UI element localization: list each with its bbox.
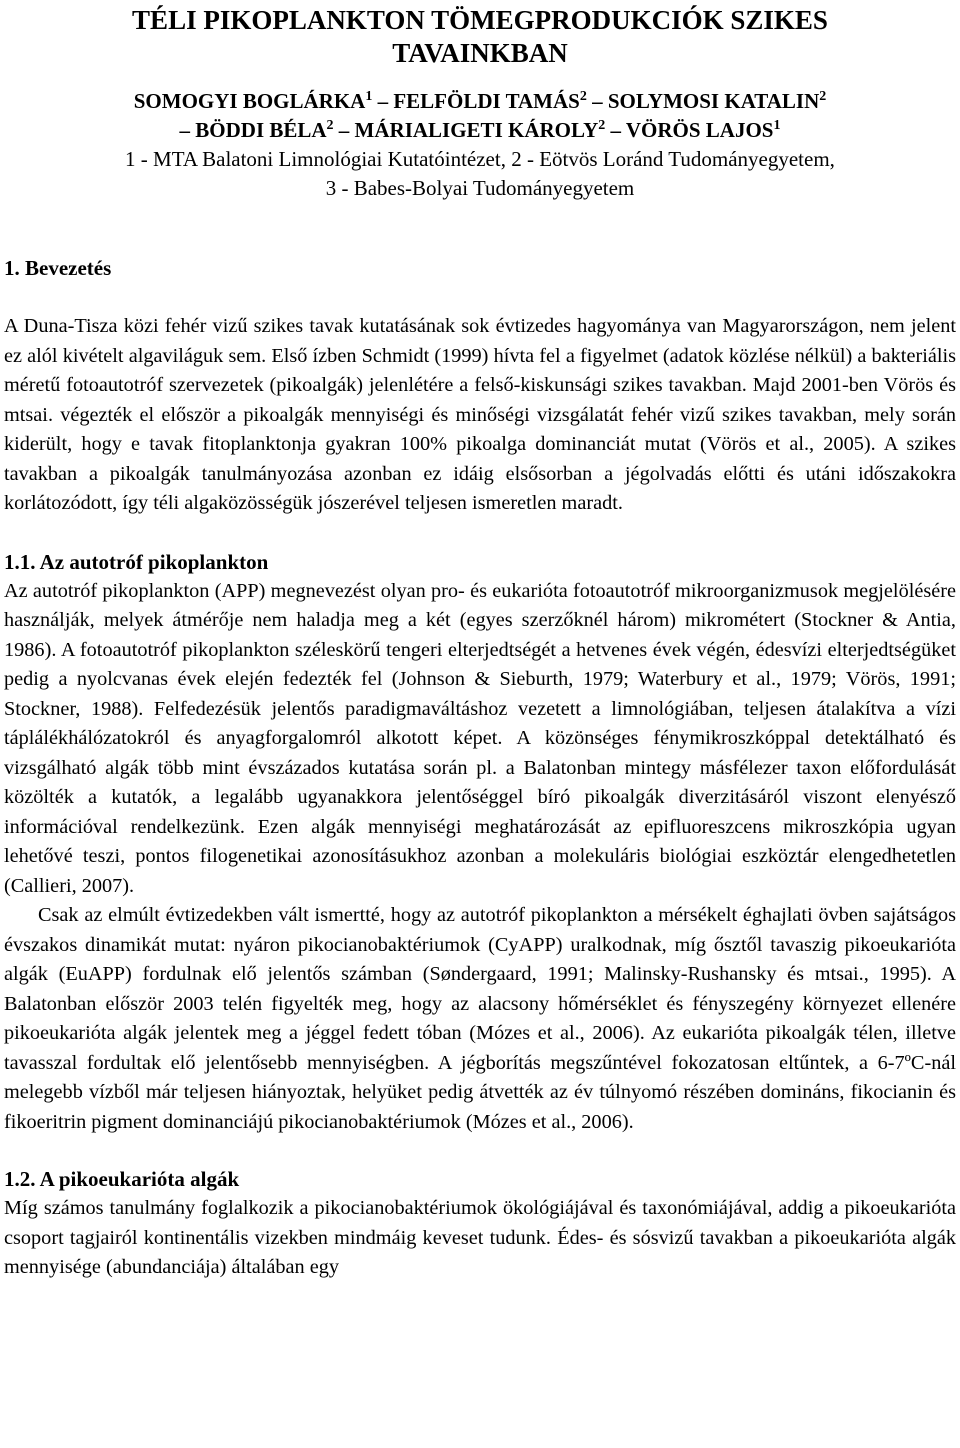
author-affiliation-mark: 2 [579,89,587,104]
author-name: – BÖDDI BÉLA [179,118,327,142]
author-name: – MÁRIALIGETI KÁROLY [333,118,599,142]
paper-title [4,0,956,70]
picoeukaryotic-algae-paragraph: Míg számos tanulmány foglalkozik a pikocianobaktériumok ökológiájával és taxonómiájával, addig a pikoeukarióta csoport tagjairól kontinentális vizekben mindmáig keveset tudunk. Édes- és sósvizű tavakban a pikoeukarióta algák mennyisége (abundanciája) általában egy [4,1197,956,1278]
author-name: – VÖRÖS LAJOS [605,118,774,142]
author-affiliation-mark: 2 [326,118,334,133]
introduction-paragraph: A Duna-Tisza közi fehér vizű szikes tavak kutatásának sok évtizedes hagyománya van Magyarországon, nem jelent ez alól kivételt algaviláguk sem. Első ízben Schmidt (1999) hívta fel a figyelmet (adatok közlése nélkül) a bakteriális méretű fotoautotróf szervezetek (pikoalgák) jelenlétére a felső-kiskunsági szikes tavakban. Majd 2001-ben Vörös és mtsai. végezték el először a pikoalgák mennyiségi és minőségi vizsgálatát fehér vizű szikes tavakban, mely során kiderült, hogy e tavak fitoplanktonja gyakran 100% pikoalga dominanciát mutat (Vörös et al., 2005). A szikes tavakban a pikoalgák tanulmányozása azonban ez idáig elsősorban a jégolvadás előtti és utáni időszakokra korlátozódott, így téli algaközösségük jószerével teljesen ismeretlen maradt. [4,315,956,514]
affiliation-line-1: 1 - MTA Balatoni Limnológiai Kutatóintézet, 2 - Eötvös Loránd Tudományegyetem, [125,147,835,171]
title-line-2: TAVAINKBAN [392,38,568,68]
author-name: SOMOGYI BOGLÁRKA [133,89,366,113]
author-affiliation-mark: 2 [819,89,827,104]
section-heading-autotrophic-picoplankton: 1.1. Az autotróf pikoplankton [4,549,269,574]
affiliations [4,145,956,203]
author-affiliation-mark: 2 [598,118,606,133]
autotrophic-picoplankton-paragraph-2: Csak az elmúlt évtizedekben vált ismertté, hogy az autotróf pikoplankton a mérsékelt éghajlati övben sajátságos évszakos dinamikát mutat: nyáron pikocianobaktériumok (CyAPP) uralkodnak, míg ősztől tavaszig pikoeukarióta algák (EuAPP) fordulnak elő jelentős számban (Søndergaard, 1991; Malinsky-Rushansky és mtsai., 1995). A Balatonban először 2003 telén figyelték meg, hogy az alacsony hőmérséklet és fényszegény környezet ellenére pikoeukarióta algák jelentek meg a jéggel fedett tóban (Mózes et al., 2006). Az eukarióta pikoalgák télen, illetve tavasszal fordultak elő jelentősebb mennyiségben. A jégborítás megszűntével fokozatosan eltűntek, a 6-7ºC-nál melegebb vízből már teljesen hiányoztak, helyüket pedig átvették az év túlnyomó részében domináns, fikocianin és fikoeritrin pigment dominanciájú pikocianobaktériumok (Mózes et al., 2006). [4,904,956,1133]
author-affiliation-mark: 1 [365,89,373,104]
title-line-1: TÉLI PIKOPLANKTON TÖMEGPRODUKCIÓK SZIKES [132,5,828,35]
document-page [4,0,956,1283]
author-name: – SOLYMOSI KATALIN [586,89,820,113]
section-heading-introduction: 1. Bevezetés [4,256,112,280]
author-affiliation-mark: 1 [773,118,781,133]
author-list [4,87,956,145]
affiliation-line-2: 3 - Babes-Bolyai Tudományegyetem [325,176,635,200]
author-name: – FELFÖLDI TAMÁS [372,89,580,113]
section-heading-picoeukaryotic-algae: 1.2. A pikoeukarióta algák [4,1167,240,1191]
autotrophic-picoplankton-paragraph-1: Az autotróf pikoplankton (APP) megnevezést olyan pro- és eukarióta fotoautotróf mikroorganizmusok megjelölésére használják, melyek átmérője nem haladja meg a két (egyes szerzőknél három) mikrométert (Stockner & Antia, 1986). A fotoautotróf pikoplankton széleskörű tengeri elterjedtségét a hetvenes évek végén, édesvízi elterjedtségüket pedig a nyolcvanas évek elején fedezték fel (Johnson & Sieburth, 1979; Waterbury et al., 1979; Vörös, 1991; Stockner, 1988). Felfedezésük jelentős paradigmaváltáshoz vezetett a limnológiában, teljesen átalakítva a vízi táplálékhálózatokról és anyagforgalomról alkotott képet. A közönséges fénymikroszkóppal detektálható és vizsgálható algák több mint évszázados kutatása során pl. a Balatonban mintegy másfélezer taxon előfordulását közölték a kutatók, a legalább ugyanakkora jelentőséggel bíró pikoalgák diverzitásáról viszont elenyésző információval rendelkezünk. Ezen algák mennyiségi meghatározását az epifluoreszcens mikroszkópia ugyan lehetővé teszi, pontos filogenetikai azonosításukhoz azonban a molekuláris biológiai eszköztár elengedhetetlen (Callieri, 2007). [4,579,956,897]
